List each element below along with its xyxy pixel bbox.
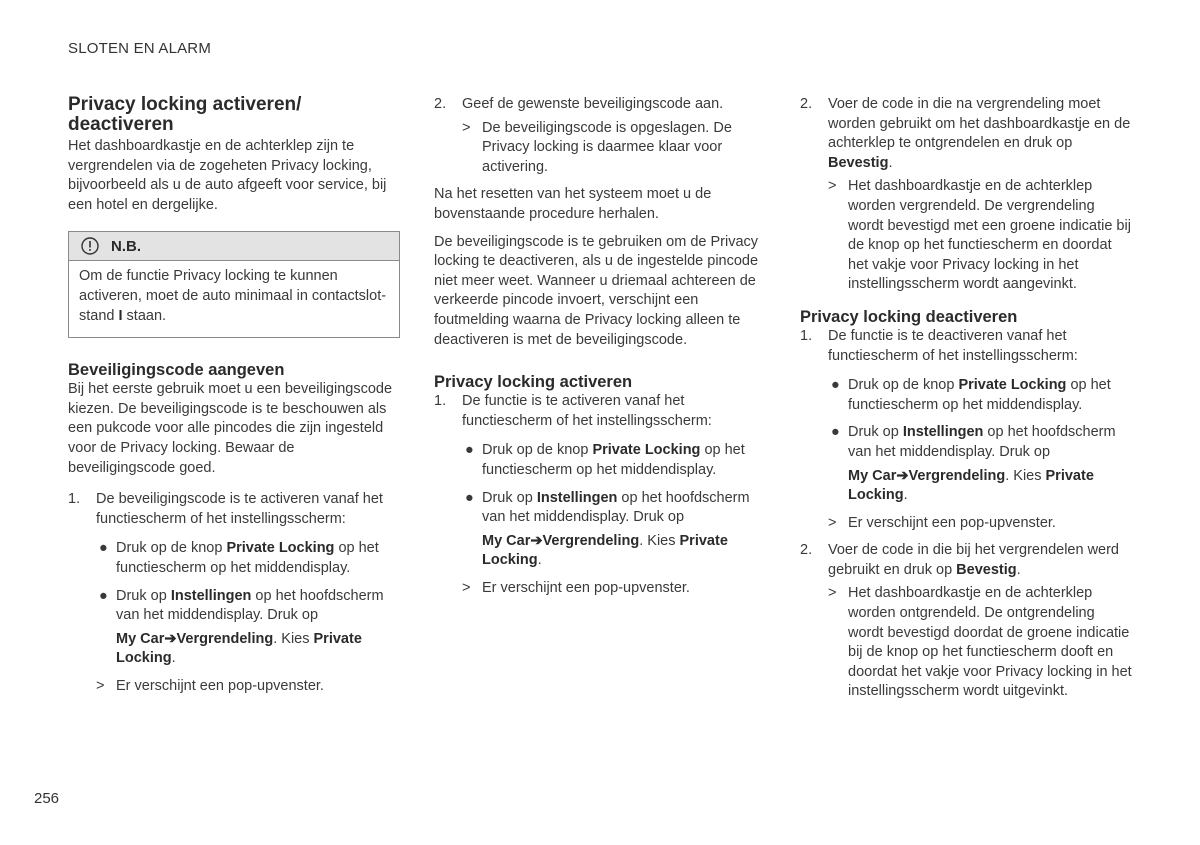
note-box <box>68 231 400 338</box>
bullet-icon: ● <box>465 442 474 459</box>
bullet-icon: ● <box>831 377 840 394</box>
arrow-right-icon: ➔ <box>530 532 543 549</box>
column-2 <box>434 95 766 598</box>
subheading-security-code: Beveiligingscode aangeven <box>68 361 285 380</box>
bullet-icon: ● <box>831 424 840 441</box>
result-line: > De beveiligingscode is opgeslagen. De Privacy locking is daarmee klaar voor activering. <box>462 119 732 175</box>
numbered-step: 1. De beveiligingscode is te activeren vanaf het functiescherm of het instellingsscherm: <box>68 491 383 527</box>
result-line: > Het dashboardkastje en de achterklep worden ontgrendeld. De ontgrendeling wordt bevestigd doordat de groene indicatie bij de knop op het functiescherm dooft en doordat het vakje voor Privacy locking in het instellingsscherm wordt uitgevinkt. <box>828 585 1132 700</box>
security-code-paragraph: Bij het eerste gebruik moet u een beveiligingscode kiezen. De beveiligingscode is te beschouwen als een pukcode voor alle pincodes die zijn ingesteld voor de Privacy locking. Bewaar de beveiligingscode goed. <box>68 381 393 476</box>
bullet-item: ● Druk op Instellingen op het hoofdscherm van het middendisplay. Druk op My Car➔Vergrendeling. Kies Private Locking. <box>465 489 750 569</box>
arrow-right-icon: ➔ <box>896 467 909 484</box>
result-line: > Er verschijnt een pop-upvenster. <box>828 514 1056 531</box>
bullet-icon: ● <box>99 587 108 604</box>
bullet-icon: ● <box>465 489 474 506</box>
numbered-step: 2. Voer de code in die na vergrendeling moet worden gebruikt om het dashboardkastje en de achterklep te ontgrendelen en druk op Bevestig. <box>800 96 1131 171</box>
numbered-step: 2. Voer de code in die bij het vergrendelen werd gebruikt en druk op Bevestig. <box>800 542 1119 578</box>
arrow-right-icon: ➔ <box>164 630 177 647</box>
numbered-step: 2. Geef de gewenste beveiligingscode aan. <box>434 96 724 112</box>
bullet-item: ● Druk op Instellingen op het hoofdscherm van het middendisplay. Druk op My Car➔Vergrendeling. Kies Private Locking. <box>99 587 384 667</box>
page-number: 256 <box>34 790 60 807</box>
heading-activate: Privacy locking activeren <box>434 373 633 392</box>
note-header <box>69 232 399 261</box>
numbered-step: 1. De functie is te deactiveren vanaf het functiescherm of het instellingsscherm: <box>800 327 1078 364</box>
bullet-item: ● Druk op de knop Private Locking op het functiescherm op het middendisplay. <box>99 540 379 576</box>
bullet-item: ● Druk op Instellingen op het hoofdscherm van het middendisplay. Druk op My Car➔Vergrendeling. Kies Private Locking. <box>831 424 1116 504</box>
bullet-item: ● Druk op de knop Private Locking op het functiescherm op het middendisplay. <box>831 377 1111 413</box>
note-text: Om de functie Privacy locking te kunnen activeren, moet de auto minimaal in contactslot-stand I staan. <box>79 268 387 324</box>
bullet-icon: ● <box>99 540 108 557</box>
column-3 <box>800 95 1132 702</box>
bullet-item: ● Druk op de knop Private Locking op het functiescherm op het middendisplay. <box>465 442 745 478</box>
note-title: N.B. <box>111 237 141 255</box>
section-header: SLOTEN EN ALARM <box>68 40 212 57</box>
result-line: > Er verschijnt een pop-upvenster. <box>96 677 324 694</box>
paragraph: Na het resetten van het systeem moet u de bovenstaande procedure herhalen. <box>434 186 712 222</box>
result-line: > Er verschijnt een pop-upvenster. <box>462 579 690 596</box>
intro-paragraph: Het dashboardkastje en de achterklep zijn te vergrendelen via de zogeheten Privacy locking, bijvoorbeeld als u de auto afgeeft voor service, bij een hotel en dergelijke. <box>68 138 387 213</box>
info-icon <box>81 237 99 255</box>
result-line: > Het dashboardkastje en de achterklep worden vergrendeld. De vergrendeling wordt bevestigd met een groene indicatie bij de knop op het functiescherm en doordat het vakje voor Privacy locking in het instellingsscherm wordt aangevinkt. <box>828 178 1131 293</box>
numbered-step: 1. De functie is te activeren vanaf het functiescherm of het instellingsscherm: <box>434 393 712 429</box>
heading-deactivate: Privacy locking deactiveren <box>800 307 1018 326</box>
paragraph: De beveiligingscode is te gebruiken om de Privacy locking te deactiveren, als u de ingestelde pincode niet meer weet. Wanneer u driemaal achtereen de verkeerde pincode invoert, verschijnt een foutmelding waarna de Privacy locking alleen te deactiveren is met de beveiligingscode. <box>434 233 759 348</box>
column-1 <box>68 95 400 696</box>
page-title: Privacy locking activeren/ deactiveren <box>68 94 302 135</box>
